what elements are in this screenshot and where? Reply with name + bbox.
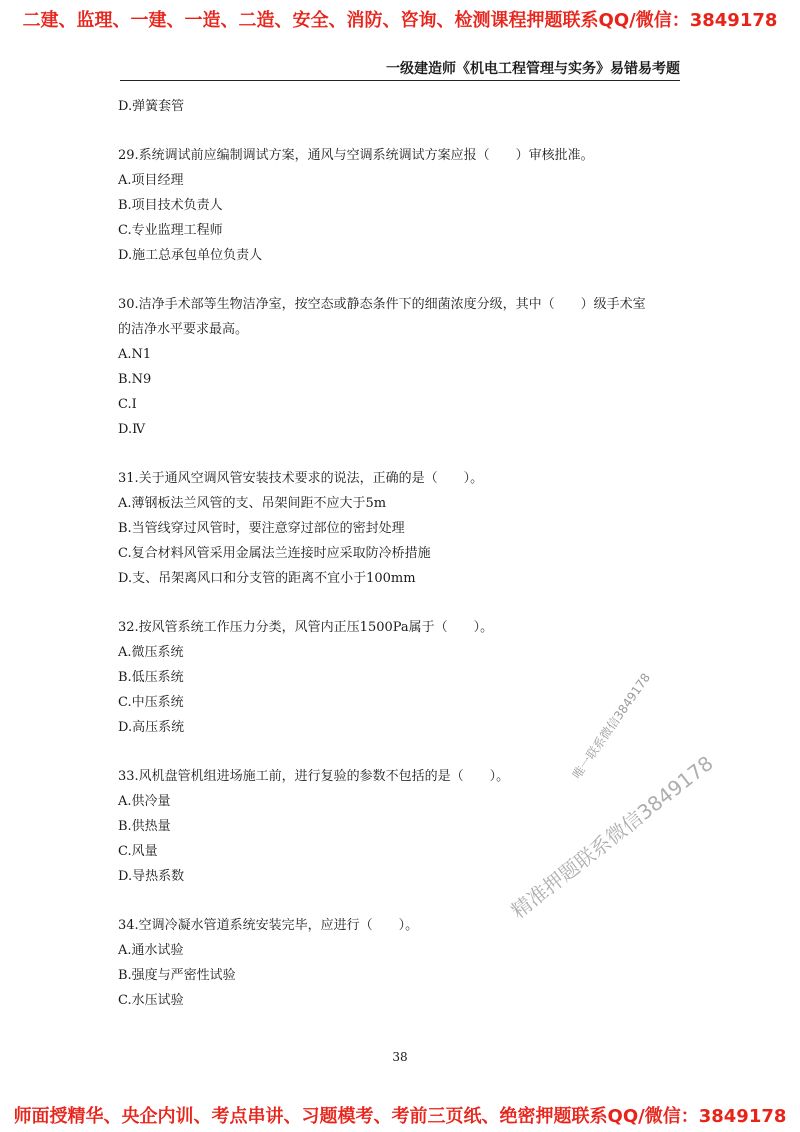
option-d: D.高压系统 (118, 720, 185, 735)
previous-question-option: D.弹簧套管 (118, 99, 185, 114)
option-b: B.低压系统 (118, 670, 184, 685)
question-29 (118, 143, 698, 268)
question-stem: 32.按风管系统工作压力分类，风管内正压1500Pa属于（ ）。 (118, 620, 494, 635)
option-c: C.Ⅰ (118, 397, 137, 412)
option-c: C.复合材料风管采用金属法兰连接时应采取防冷桥措施 (118, 546, 431, 561)
option-c: C.中压系统 (118, 695, 184, 710)
question-31 (118, 466, 698, 591)
question-30 (118, 292, 698, 442)
option-b: B.强度与严密性试验 (118, 968, 236, 983)
question-content (118, 94, 698, 1013)
option-d: D.导热系数 (118, 869, 185, 884)
top-banner: 二建、监理、一建、一造、二造、安全、消防、咨询、检测课程押题联系QQ/微信：3849178 (22, 10, 778, 31)
option-d: D.支、吊架离风口和分支管的距离不宜小于100mm (118, 571, 416, 586)
option-b: B.N9 (118, 372, 152, 387)
document-header (120, 58, 680, 81)
question-34 (118, 913, 698, 1013)
question-stem: 29.系统调试前应编制调试方案，通风与空调系统调试方案应报（ ）审核批准。 (118, 148, 594, 163)
option-b: B.项目技术负责人 (118, 198, 223, 213)
bottom-banner: 师面授精华、央企内训、考点串讲、习题模考、考前三页纸、绝密押题联系QQ/微信：3849178 (13, 1106, 787, 1127)
page-number: 38 (392, 1050, 408, 1064)
question-stem: 30.洁净手术部等生物洁净室，按空态或静态条件下的细菌浓度分级，其中（ ）级手术室 (118, 297, 646, 312)
option-a: A.薄钢板法兰风管的支、吊架间距不应大于5m (118, 496, 387, 511)
question-stem: 31.关于通风空调风管安装技术要求的说法，正确的是（ ）。 (118, 471, 484, 486)
option-a: A.微压系统 (118, 645, 184, 660)
option-c: C.水压试验 (118, 993, 184, 1008)
question-stem: 33.风机盘管机组进场施工前，进行复验的参数不包括的是（ ）。 (118, 769, 510, 784)
option-b: B.供热量 (118, 819, 171, 834)
option-d: D.Ⅳ (118, 422, 146, 437)
watermark-large: 精准押题联系微信3849178 (506, 750, 718, 924)
option-a: A.项目经理 (118, 173, 184, 188)
option-c: C.风量 (118, 844, 158, 859)
question-stem: 34.空调冷凝水管道系统安装完毕，应进行（ ）。 (118, 918, 419, 933)
question-stem-continued: 的洁净水平要求最高。 (118, 322, 249, 337)
option-a: A.N1 (118, 347, 152, 362)
option-a: A.通水试验 (118, 943, 184, 958)
option-c: C.专业监理工程师 (118, 223, 223, 238)
option-b: B.当管线穿过风管时，要注意穿过部位的密封处理 (118, 521, 405, 536)
watermark-small: 唯一联系微信3849178 (569, 670, 654, 782)
option-a: A.供冷量 (118, 794, 171, 809)
document-title: 一级建造师《机电工程管理与实务》易错易考题 (386, 61, 680, 77)
option-d: D.施工总承包单位负责人 (118, 248, 263, 263)
